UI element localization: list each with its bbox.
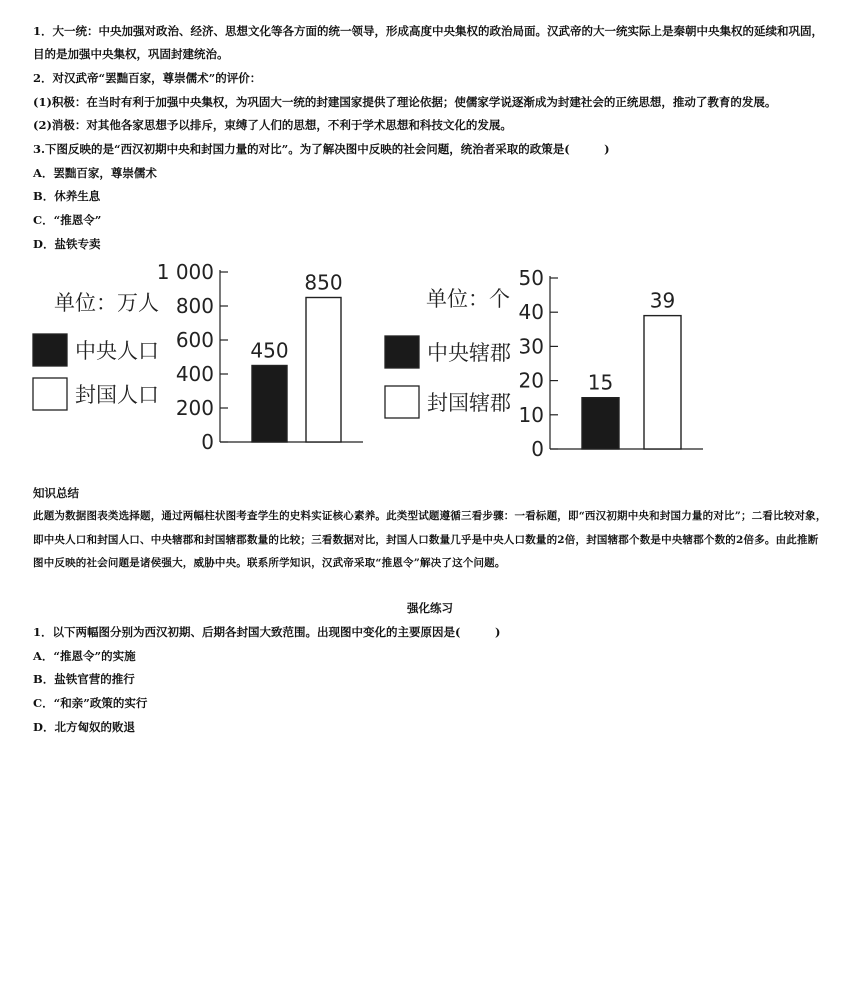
practice-option-d: D．北方匈奴的败退 <box>33 720 135 734</box>
option-d: D．盐铁专卖 <box>33 237 101 251</box>
commanderies-bar-value-label-2: 39 <box>649 288 676 313</box>
population-legend-label-1: 中央人口 <box>75 339 159 363</box>
population-y-tick-label-1: 1 000 <box>156 262 214 284</box>
population-legend-swatch-2 <box>33 378 67 410</box>
practice-option-b: B．盐铁官营的推行 <box>33 672 135 686</box>
bar-charts-svg <box>30 262 720 462</box>
paragraph-negative: (2)消极：对其他各家思想予以排斥，束缚了人们的思想，不利于学术思想和科技文化的发展。 <box>33 118 512 132</box>
commanderies-y-tick-label-4: 20 <box>518 368 544 393</box>
practice-option-c: C．“和亲”政策的实行 <box>33 696 148 710</box>
option-a: A．罢黜百家，尊崇儒术 <box>33 166 157 180</box>
population-legend-label-2: 封国人口 <box>75 383 159 407</box>
section-heading: 强化练习 <box>407 601 453 615</box>
population-y-tick-label-4: 400 <box>175 362 214 386</box>
commanderies-bar-value-label-1: 15 <box>587 370 614 395</box>
population-y-tick-label-5: 200 <box>175 396 214 420</box>
commanderies-unit-label: 单位：个 <box>426 287 510 311</box>
population-legend-swatch-1 <box>33 334 67 366</box>
commanderies-y-tick-label-5: 10 <box>518 402 544 427</box>
population-y-tick-label-6: 0 <box>201 430 214 454</box>
practice-question-1: 1．以下两幅图分别为西汉初期、后期各封国大致范围。出现图中变化的主要原因是( ) <box>33 625 501 639</box>
question-3-stem: 3.下图反映的是“西汉初期中央和封国力量的对比”。为了解决图中反映的社会问题，统治者采取的政策是( ) <box>33 142 610 156</box>
population-bar-value-label-1: 450 <box>250 338 289 363</box>
commanderies-legend-label-2: 封国辖郡 <box>427 391 511 415</box>
commanderies-y-tick-label-6: 0 <box>531 437 544 461</box>
paragraph-unification: 1．大一统：中央加强对政治、经济、思想文化等各方面的统一领导，形成高度中央集权的政治局面。汉武帝的大一统实际上是秦朝中央集权的延续和巩固，目的是加强中央集权，巩固封建统治。 <box>33 24 823 61</box>
commanderies-legend-label-1: 中央辖郡 <box>427 341 511 365</box>
population-y-tick-label-2: 800 <box>175 294 214 318</box>
commanderies-legend-swatch-1 <box>385 336 419 368</box>
paragraph-evaluation-heading: 2．对汉武帝“罢黜百家，尊崇儒术”的评价： <box>33 71 262 85</box>
commanderies-bar-1 <box>582 398 619 449</box>
paragraph-positive: (1)积极：在当时有利于加强中央集权，为巩固大一统的封建国家提供了理论依据；使儒家学说逐渐成为封建社会的正统思想，推动了教育的发展。 <box>33 95 777 109</box>
option-b: B．休养生息 <box>33 189 101 203</box>
option-c: C．“推恩令” <box>33 213 102 227</box>
summary-paragraph: 此题为数据图表类选择题，通过两幅柱状图考查学生的史料实证核心素养。此类型试题遵循三看步骤：一看标题，即“西汉初期中央和封国力量的对比”；二看比较对象，即中央人口和封国人口、中央辖郡和封国辖郡数量的比较；三看数据对比，封国人口数量几乎是中央人口数量的2倍，封国辖郡个数是中央辖郡个数的2倍多。由此推断图中反映的社会问题是诸侯强大，威胁中央。联系所学知识，汉武帝采取“推恩令”解决了这个问题。 <box>33 510 827 569</box>
commanderies-y-tick-label-1: 50 <box>518 266 544 290</box>
commanderies-bar-2 <box>644 316 681 449</box>
population-unit-label: 单位：万人 <box>54 291 159 315</box>
bar-chart-figure <box>30 262 720 462</box>
commanderies-y-tick-label-2: 40 <box>518 300 544 325</box>
population-bar-2 <box>306 298 341 443</box>
population-y-tick-label-3: 600 <box>175 328 214 352</box>
population-bar-value-label-2: 850 <box>304 270 343 295</box>
commanderies-y-tick-label-3: 30 <box>518 334 544 359</box>
population-bar-1 <box>252 366 287 443</box>
commanderies-legend-swatch-2 <box>385 386 419 418</box>
practice-option-a: A．“推恩令”的实施 <box>33 649 136 663</box>
summary-title: 知识总结 <box>33 486 79 500</box>
